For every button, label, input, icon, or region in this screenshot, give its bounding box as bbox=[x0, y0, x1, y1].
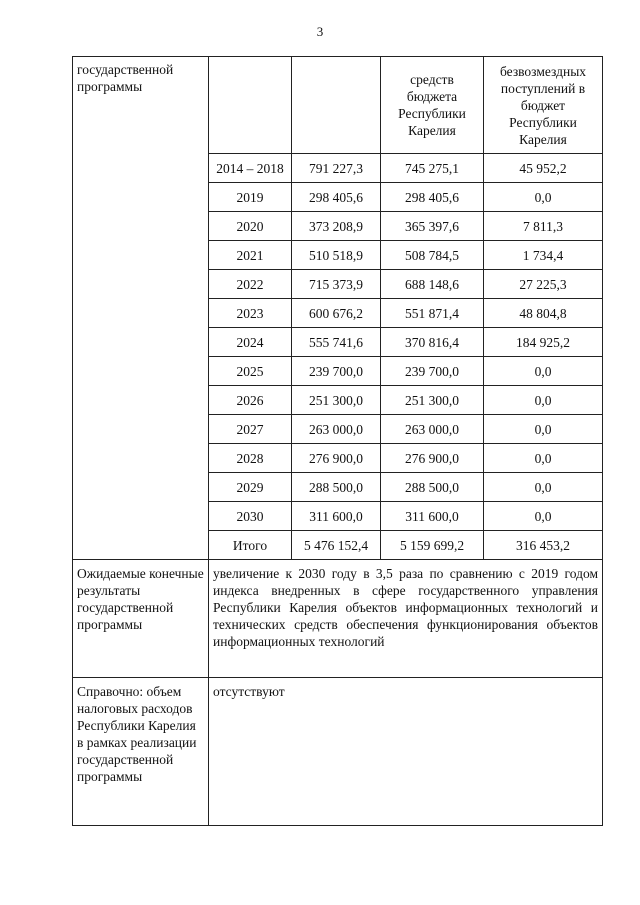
cell-grants: 27 225,3 bbox=[484, 270, 603, 299]
cell-grants: 0,0 bbox=[484, 502, 603, 531]
cell-total: 600 676,2 bbox=[292, 299, 381, 328]
cell-grants: 45 952,2 bbox=[484, 154, 603, 183]
cell-year: 2019 bbox=[209, 183, 292, 212]
cell-total: 251 300,0 bbox=[292, 386, 381, 415]
tax-row bbox=[73, 678, 603, 826]
program-label-cell: государственной программы bbox=[73, 57, 209, 560]
cell-grants: 184 925,2 bbox=[484, 328, 603, 357]
cell-year: 2028 bbox=[209, 444, 292, 473]
header-year bbox=[209, 57, 292, 154]
cell-year: 2020 bbox=[209, 212, 292, 241]
results-row bbox=[73, 560, 603, 678]
cell-year: 2025 bbox=[209, 357, 292, 386]
cell-year: 2014 – 2018 bbox=[209, 154, 292, 183]
table-header-row bbox=[73, 57, 603, 154]
cell-year: 2027 bbox=[209, 415, 292, 444]
header-total bbox=[292, 57, 381, 154]
cell-budget: 745 275,1 bbox=[381, 154, 484, 183]
cell-budget: 298 405,6 bbox=[381, 183, 484, 212]
cell-year: 2022 bbox=[209, 270, 292, 299]
cell-year: Итого bbox=[209, 531, 292, 560]
cell-total: 555 741,6 bbox=[292, 328, 381, 357]
cell-total: 239 700,0 bbox=[292, 357, 381, 386]
page-number: 3 bbox=[316, 24, 324, 39]
tax-label: Справочно: объем налоговых расходов Республики Карелия в рамках реализации государственной программы bbox=[73, 678, 209, 826]
header-grants: безвозмездных поступлений в бюджет Республики Карелия bbox=[484, 57, 603, 154]
cell-budget: 5 159 699,2 bbox=[381, 531, 484, 560]
cell-year: 2024 bbox=[209, 328, 292, 357]
cell-total: 373 208,9 bbox=[292, 212, 381, 241]
cell-total: 288 500,0 bbox=[292, 473, 381, 502]
cell-year: 2023 bbox=[209, 299, 292, 328]
cell-total: 263 000,0 bbox=[292, 415, 381, 444]
cell-year: 2030 bbox=[209, 502, 292, 531]
cell-grants: 0,0 bbox=[484, 444, 603, 473]
cell-budget: 263 000,0 bbox=[381, 415, 484, 444]
cell-grants: 7 811,3 bbox=[484, 212, 603, 241]
cell-budget: 276 900,0 bbox=[381, 444, 484, 473]
cell-grants: 0,0 bbox=[484, 183, 603, 212]
cell-budget: 508 784,5 bbox=[381, 241, 484, 270]
cell-grants: 316 453,2 bbox=[484, 531, 603, 560]
cell-budget: 288 500,0 bbox=[381, 473, 484, 502]
cell-budget: 365 397,6 bbox=[381, 212, 484, 241]
cell-total: 791 227,3 bbox=[292, 154, 381, 183]
results-label: Ожидаемые конечные результаты государственной программы bbox=[73, 560, 209, 678]
cell-grants: 0,0 bbox=[484, 415, 603, 444]
cell-year: 2029 bbox=[209, 473, 292, 502]
cell-grants: 0,0 bbox=[484, 357, 603, 386]
cell-grants: 0,0 bbox=[484, 473, 603, 502]
cell-budget: 311 600,0 bbox=[381, 502, 484, 531]
cell-budget: 688 148,6 bbox=[381, 270, 484, 299]
program-funding-table bbox=[72, 56, 603, 826]
header-budget: средств бюджета Республики Карелия bbox=[381, 57, 484, 154]
cell-grants: 48 804,8 bbox=[484, 299, 603, 328]
cell-grants: 0,0 bbox=[484, 386, 603, 415]
cell-total: 5 476 152,4 bbox=[292, 531, 381, 560]
cell-year: 2021 bbox=[209, 241, 292, 270]
results-text: увеличение к 2030 году в 3,5 раза по сравнению с 2019 годом индекса внедренных в сфере государственного управления Республики Карелия объектов информационных технологий и технических средств обеспечения функционирования объектов информационных технологий bbox=[209, 560, 603, 678]
cell-total: 276 900,0 bbox=[292, 444, 381, 473]
cell-total: 298 405,6 bbox=[292, 183, 381, 212]
cell-total: 510 518,9 bbox=[292, 241, 381, 270]
cell-year: 2026 bbox=[209, 386, 292, 415]
cell-budget: 370 816,4 bbox=[381, 328, 484, 357]
cell-budget: 551 871,4 bbox=[381, 299, 484, 328]
cell-total: 715 373,9 bbox=[292, 270, 381, 299]
cell-grants: 1 734,4 bbox=[484, 241, 603, 270]
tax-text: отсутствуют bbox=[209, 678, 603, 826]
cell-budget: 239 700,0 bbox=[381, 357, 484, 386]
cell-budget: 251 300,0 bbox=[381, 386, 484, 415]
cell-total: 311 600,0 bbox=[292, 502, 381, 531]
